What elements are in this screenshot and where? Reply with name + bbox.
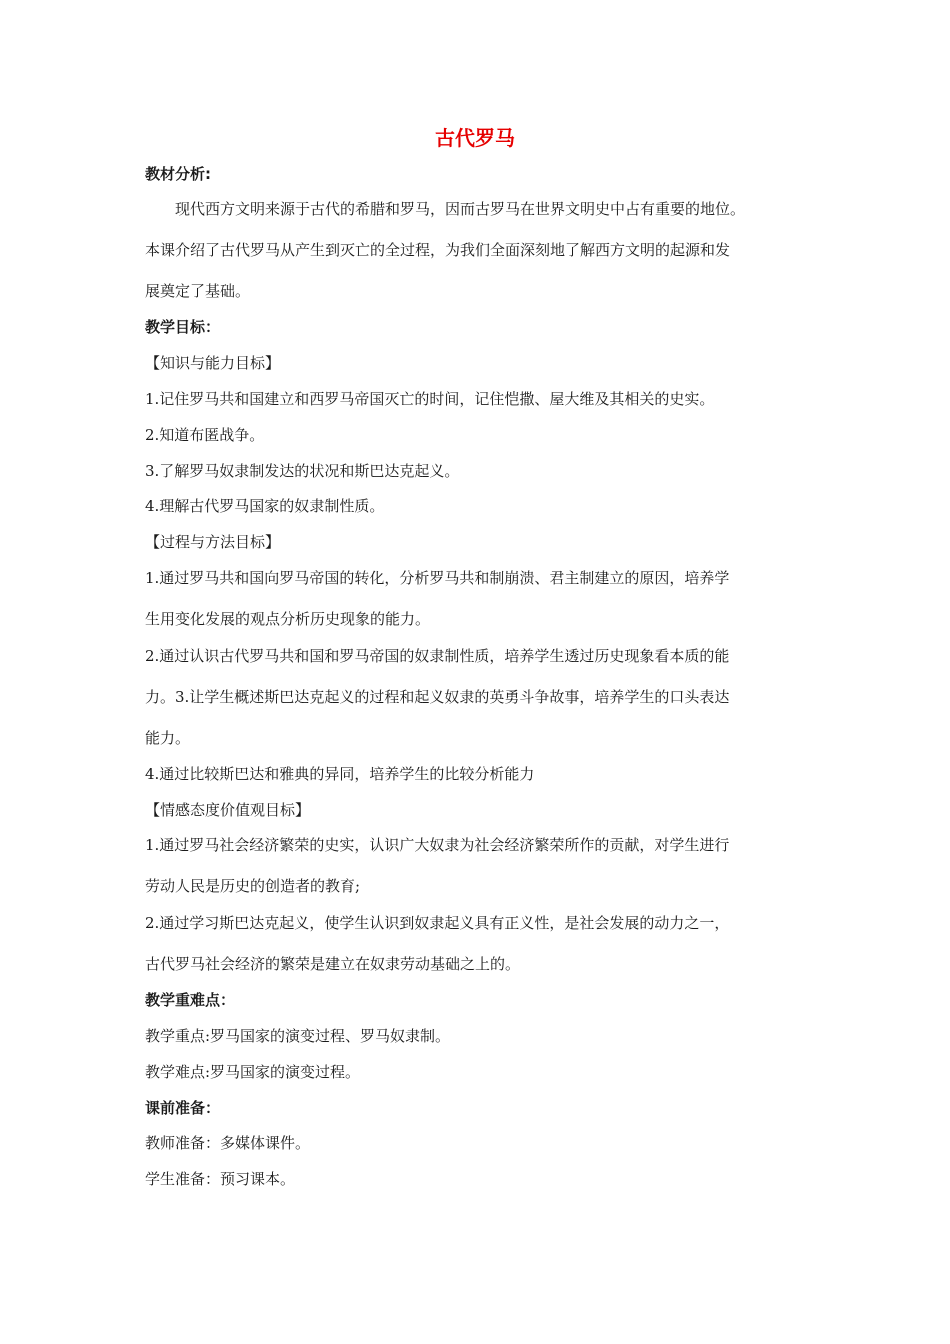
- emotion-heading: 【情感态度价值观目标】: [145, 801, 311, 819]
- analysis-line: 本课介绍了古代罗马从产生到灭亡的全过程，为我们全面深刻地了解西方文明的起源和发: [145, 241, 731, 259]
- goals-heading: 教学目标：: [145, 318, 221, 336]
- analysis-line: 现代西方文明来源于古代的希腊和罗马，因而古罗马在世界文明史中占有重要的地位。: [175, 200, 746, 218]
- knowledge-item: 3.了解罗马奴隶制发达的状况和斯巴达克起义。: [145, 462, 460, 480]
- knowledge-item: 4.理解古代罗马国家的奴隶制性质。: [145, 497, 385, 515]
- process-line: 生用变化发展的观点分析历史现象的能力。: [145, 610, 431, 628]
- process-heading: 【过程与方法目标】: [145, 533, 281, 551]
- knowledge-heading: 【知识与能力目标】: [145, 354, 281, 372]
- emotion-line: 2.通过学习斯巴达克起义，使学生认识到奴隶起义具有正义性，是社会发展的动力之一，: [145, 914, 730, 932]
- document-title: 古代罗马: [435, 126, 515, 150]
- process-line: 力。3.让学生概述斯巴达克起义的过程和起义奴隶的英勇斗争故事，培养学生的口头表达: [145, 688, 730, 706]
- knowledge-item: 1.记住罗马共和国建立和西罗马帝国灭亡的时间，记住恺撒、屋大维及其相关的史实。: [145, 390, 715, 408]
- key-points-heading: 教学重难点：: [145, 991, 236, 1009]
- key-point-line: 教学难点:罗马国家的演变过程。: [145, 1063, 361, 1081]
- preparation-heading: 课前准备：: [145, 1099, 221, 1117]
- preparation-line: 学生准备：预习课本。: [145, 1170, 296, 1188]
- analysis-heading: 教材分析:: [145, 165, 211, 183]
- emotion-line: 1.通过罗马社会经济繁荣的史实，认识广大奴隶为社会经济繁荣所作的贡献，对学生进行: [145, 836, 730, 854]
- process-line: 能力。: [145, 729, 191, 747]
- key-point-line: 教学重点:罗马国家的演变过程、罗马奴隶制。: [145, 1027, 451, 1045]
- process-line: 2.通过认识古代罗马共和国和罗马帝国的奴隶制性质，培养学生透过历史现象看本质的能: [145, 647, 730, 665]
- knowledge-item: 2.知道布匿战争。: [145, 426, 265, 444]
- process-line: 4.通过比较斯巴达和雅典的异同，培养学生的比较分析能力: [145, 765, 535, 783]
- emotion-line: 古代罗马社会经济的繁荣是建立在奴隶劳动基础之上的。: [145, 955, 521, 973]
- process-line: 1.通过罗马共和国向罗马帝国的转化，分析罗马共和制崩溃、君主制建立的原因，培养学: [145, 569, 730, 587]
- emotion-line: 劳动人民是历史的创造者的教育;: [145, 877, 361, 895]
- analysis-line: 展奠定了基础。: [145, 282, 251, 300]
- preparation-line: 教师准备：多媒体课件。: [145, 1134, 311, 1152]
